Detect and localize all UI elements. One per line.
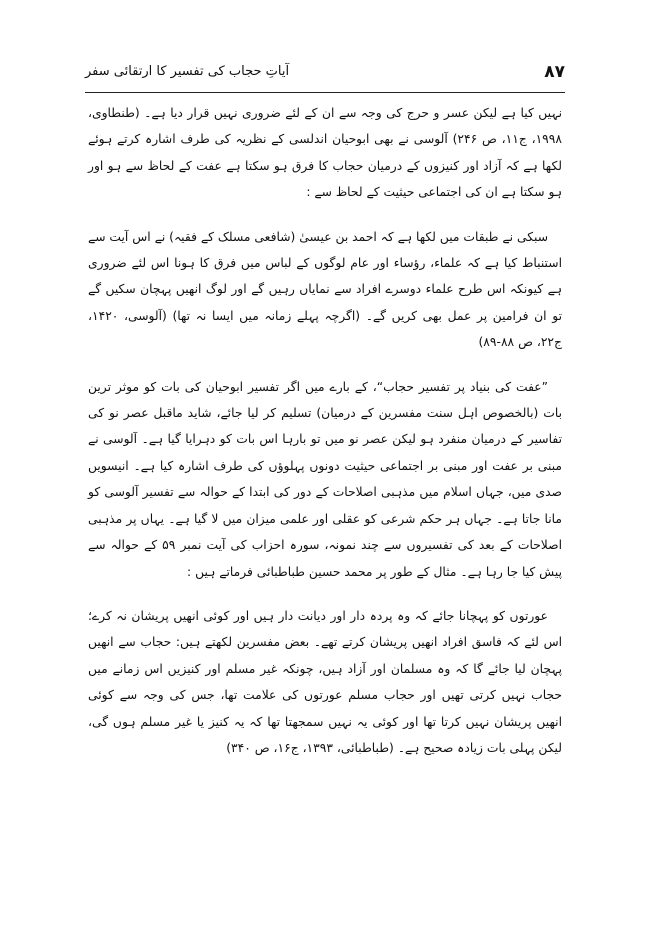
paragraph: نہیں کیا ہے لیکن عسر و حرج کی وجہ سے ان کے لئے ضروری نہیں قرار دیا ہے۔ (طنطاوی، ۱۹۹۸، ج۱۱، ص ۲۴۶) آلوسی نے بھی ابوحیان اندلسی کے نظریہ کی طرف اشارہ کرتے ہوئے لکھا ہے کہ آزاد اور کنیزوں کے درمیان حجاب کا فرق ہو سکتا ہے عفت کے لحاظ سے ہو اور ہو سکتا ہے ان کی اجتماعی حیثیت کے لحاظ سے : [88,106,562,200]
page-body [88,100,562,761]
paragraph: ”عفت کی بنیاد پر تفسیر حجاب“، کے بارے میں اگر تفسیر ابوحیان کی بات کو موثر ترین بات (بالخصوص اہل سنت مفسرین کے درمیان) تسلیم کر لیا جائے، شاید ماقبل عصر نو کی تفاسیر کے درمیان منفرد ہو لیکن عصر نو میں تو بارہا اس بات کو دہرایا گیا ہے۔ آلوسی نے مبنی بر عفت اور مبنی بر اجتماعی حیثیت دونوں پہلوؤں کی طرف اشارہ کیا ہے۔ انیسویں صدی میں، جہاں اسلام میں مذہبی اصلاحات کے دور کی ابتدا کے حوالہ سے تفسیر آلوسی کو مانا جاتا ہے۔ جہاں ہر حکم شرعی کو عقلی اور علمی میزان میں لا گیا ہے۔ یہاں پر مذہبی اصلاحات کے بعد کی تفسیروں سے چند نمونہ، سورہ احزاب کی آیت نمبر ۵۹ کے حوالہ سے پیش کیا جا رہا ہے۔ مثال کے طور پر محمد حسین طباطبائی فرماتے ہیں : [88,379,562,579]
quoted-paragraph: سبکی نے طبقات میں لکھا ہے کہ احمد بن عیسیٰ (شافعی مسلک کے فقیہ) نے اس آیت سے استنباط کیا ہے کہ علماء، رؤساء اور عام لوگوں کے لباس میں فرق کا ہونا اس لئے ضروری ہے کیونکہ اس طرح علماء دوسرے افراد سے نمایاں رہیں گے اور لوگ انھیں پہچان سکیں گے تو ان فرامین پر عمل بھی کریں گے۔ (اگرچہ پہلے زمانہ میں ایسا نہ تھا) (آلوسی، ۱۴۲۰، ج۲۲، ص ۸۸-۸۹) [88,229,562,350]
page-number: ۸۷ [544,62,565,82]
page-header [85,58,565,88]
header-rule [85,92,565,93]
running-title: آیاتِ حجاب کی تفسیر کا ارتقائی سفر [85,64,290,79]
quoted-paragraph: عورتوں کو پہچانا جائے کہ وہ پردہ دار اور دیانت دار ہیں اور کوئی انھیں پریشان نہ کرے؛ اس لئے کہ فاسق افراد انھیں پریشان کرتے تھے۔ بعض مفسرین لکھتے ہیں: حجاب سے انھیں پہچان لیا جائے گا کہ وہ مسلمان اور آزاد ہیں، چونکہ غیر مسلم اور کنیزیں اس زمانے میں حجاب نہیں کرتی تھیں اور حجاب مسلم عورتوں کی علامت تھا، جس کی وجہ سے کوئی انھیں پریشان نہیں کرتا تھا اور کوئی یہ نہیں سمجھتا تھا کہ یہ کنیز یا غیر مسلم ہوں گی، لیکن پہلی بات زیادہ صحیح ہے۔ (طباطبائی، ۱۳۹۳، ج۱۶، ص ۳۴۰) [88,608,562,755]
